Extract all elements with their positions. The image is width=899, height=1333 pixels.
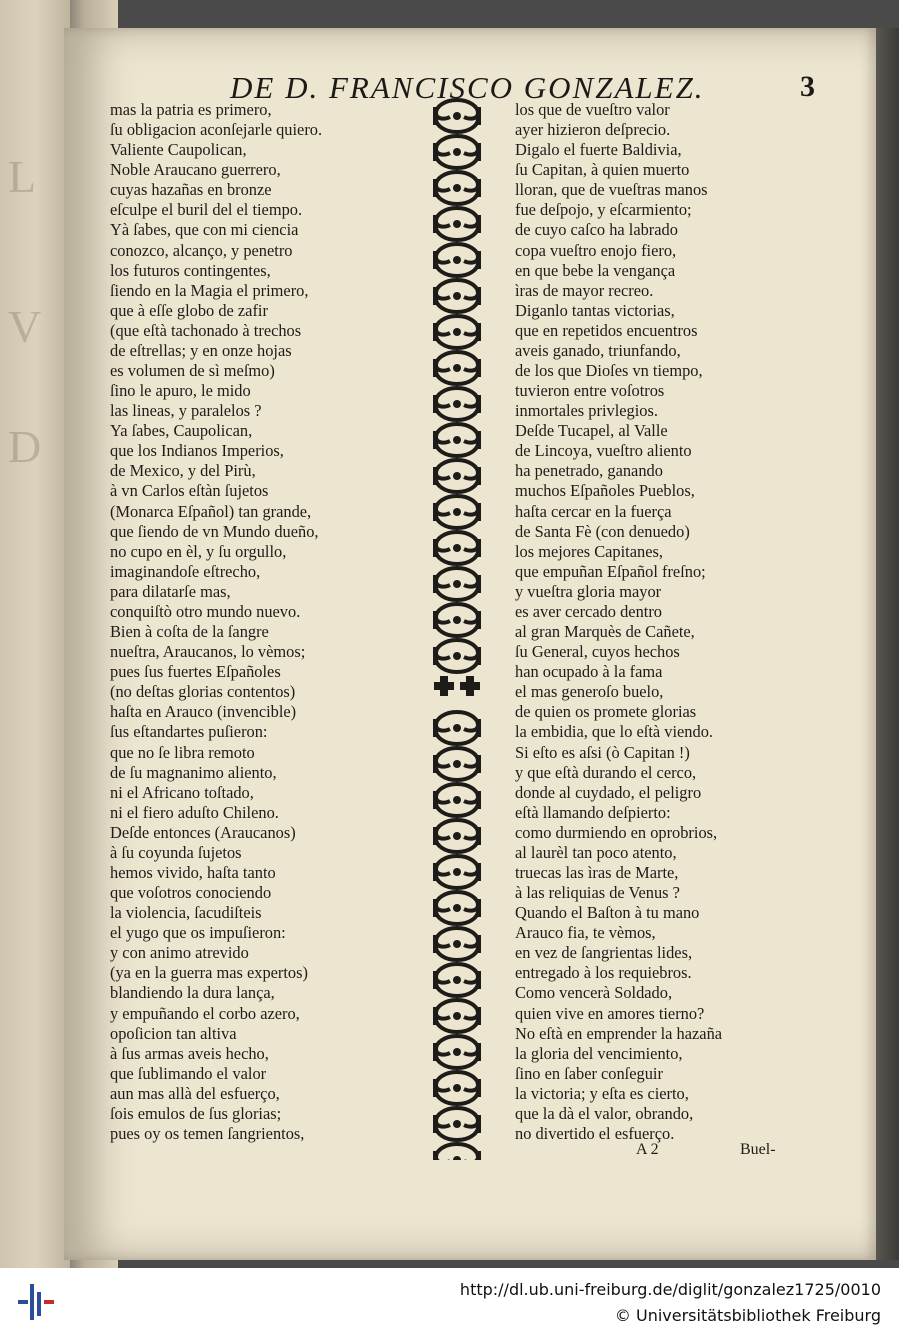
verse-line: eſtà llamando deſpierto:: [515, 802, 671, 822]
verse-line: à ſus armas aveis hecho,: [110, 1043, 269, 1063]
verse-line: truecas las ìras de Marte,: [515, 862, 679, 882]
verse-line: los futuros contingentes,: [110, 260, 271, 280]
verse-line: en vez de ſangrientas lides,: [515, 943, 693, 963]
verse-line: eſculpe el buril del el tiempo.: [110, 200, 303, 220]
verse-line: (no deſtas glorias contentos): [110, 682, 296, 702]
verse-line: conozco, alcanço, y penetro: [110, 240, 293, 260]
cross-ornament: [434, 676, 480, 696]
verse-line: y empuñando el corbo azero,: [110, 1003, 300, 1023]
verse-line: que à eſſe globo de zafir: [110, 300, 268, 320]
library-logo-icon: [14, 1278, 56, 1324]
library-footer: [0, 1268, 899, 1333]
verse-line: cuyas hazañas en bronze: [110, 180, 272, 200]
verse-line: que los Indianos Imperios,: [110, 441, 284, 461]
verse-line: de Mexico, y del Pirù,: [110, 461, 256, 481]
verse-line: la embidia, que lo eſtà viendo.: [515, 722, 713, 742]
verse-line: que en repetidos encuentros: [515, 320, 698, 340]
catchword: Buel-: [740, 1141, 776, 1158]
verse-line: no divertido el esfuerço.: [515, 1123, 675, 1143]
verse-line: ſino en ſaber conſeguir: [515, 1063, 663, 1083]
verse-line: de ſu magnanimo aliento,: [110, 762, 277, 782]
verse-line: el yugo que os impuſieron:: [110, 923, 286, 943]
verse-line: que empuñan Eſpañol freſno;: [515, 561, 706, 581]
verse-line: Deſde entonces (Araucanos): [110, 822, 296, 842]
page-right-edge: [876, 28, 899, 1260]
verse-line: aveis ganado, triunfando,: [515, 340, 681, 360]
verse-line: Como vencerà Soldado,: [515, 983, 673, 1003]
verse-line: ni el fiero aduſto Chileno.: [110, 802, 279, 822]
verse-line: donde al cuydado, el peligro: [515, 782, 702, 802]
ornamental-column-divider: [430, 98, 484, 1160]
source-url[interactable]: http://dl.ub.uni-freiburg.de/diglit/gonzalez1725/0010: [459, 1280, 881, 1299]
verse-line: Yà ſabes, que con mi ciencia: [110, 220, 299, 240]
verse-line: ſu obligacion aconſejarle quiero.: [110, 120, 323, 140]
verse-line: haſta cercar en la fuerça: [515, 501, 672, 521]
verse-line: (que eſtà tachonado à trechos: [110, 320, 302, 340]
verse-line: mas la patria es primero,: [110, 100, 272, 119]
verse-line: tuvieron entre voſotros: [515, 381, 665, 401]
verse-line: Bien à coſta de la ſangre: [110, 622, 269, 642]
verse-line: (Monarca Eſpañol) tan grande,: [110, 501, 312, 521]
verse-line: Valiente Caupolican,: [110, 140, 247, 160]
verse-line: han ocupado à la fama: [515, 662, 663, 682]
verse-line: inmortales privlegios.: [515, 401, 658, 421]
verse-line: ayer hizieron deſprecio.: [515, 120, 671, 140]
verse-line: Digalo el fuerte Baldivia,: [515, 140, 682, 160]
verse-line: de Santa Fè (con denuedo): [515, 521, 690, 541]
verse-line: y con animo atrevido: [110, 943, 249, 963]
verse-line: al laurèl tan poco atento,: [515, 842, 677, 862]
verse-line: ni el Africano toſtado,: [110, 782, 254, 802]
verse-line: Arauco fia, te vèmos,: [515, 923, 656, 943]
previous-page-edge: L V D: [0, 0, 70, 1268]
verse-line: Noble Araucano guerrero,: [110, 160, 281, 180]
verse-line: ſus eſtandartes puſieron:: [110, 722, 268, 742]
verse-line: no cupo en èl, y ſu orgullo,: [110, 541, 287, 561]
verse-line: opoſicion tan altiva: [110, 1023, 237, 1043]
verse-line: à vn Carlos eſtàn ſujetos: [110, 481, 269, 501]
verse-line: el mas generoſo buelo,: [515, 682, 664, 702]
copyright-notice: © Universitätsbibliothek Freiburg: [614, 1306, 881, 1325]
verse-line: de Lincoya, vueſtro aliento: [515, 441, 692, 461]
verse-line: Deſde Tucapel, al Valle: [515, 421, 668, 441]
verse-line: de eſtrellas; y en onze hojas: [110, 340, 292, 360]
verse-line: ſiendo en la Magia el primero,: [110, 280, 309, 300]
verse-line: que voſotros conociendo: [110, 883, 272, 903]
verse-line: muchos Eſpañoles Pueblos,: [515, 481, 695, 501]
page-number: 3: [800, 70, 815, 103]
verse-line: hemos vivido, haſta tanto: [110, 862, 276, 882]
verse-line: haſta en Arauco (invencible): [110, 702, 297, 722]
verse-line: pues ſus fuertes Eſpañoles: [110, 662, 281, 682]
verse-line: Quando el Baſton à tu mano: [515, 903, 700, 923]
verse-line: la victoria; y eſta es cierto,: [515, 1083, 689, 1103]
verse-line: Diganlo tantas victorias,: [515, 300, 675, 320]
left-verse-column: [110, 100, 322, 1144]
verse-line: que no ſe libra remoto: [110, 742, 255, 762]
verse-line: al gran Marquès de Cañete,: [515, 622, 695, 642]
verse-line: de los que Dioſes vn tiempo,: [515, 361, 703, 381]
verse-line: à las reliquias de Venus ?: [515, 883, 680, 903]
verse-line: aun mas allà del esfuerço,: [110, 1083, 280, 1103]
verse-line: los que de vueſtro valor: [515, 100, 670, 119]
verse-line: lloran, que de vueſtras manos: [515, 180, 708, 200]
verse-line: ſois emulos de ſus glorias;: [110, 1103, 282, 1123]
verse-line: la gloria del vencimiento,: [515, 1043, 683, 1063]
verse-line: que la dà el valor, obrando,: [515, 1103, 694, 1123]
verse-line: la violencia, ſacudiſteis: [110, 903, 262, 923]
verse-line: entregado à los requiebros.: [515, 963, 692, 983]
verse-line: Si eſto es aſsi (ò Capitan !): [515, 742, 690, 762]
verse-line: como durmiendo en oprobrios,: [515, 822, 718, 842]
verse-line: ſu Capitan, à quien muerto: [515, 160, 690, 180]
verse-line: en que bebe la vengança: [515, 260, 676, 280]
verse-line: No eſtà en emprender la hazaña: [515, 1023, 723, 1043]
verse-line: que ſublimando el valor: [110, 1063, 267, 1083]
verse-line: y vueſtra gloria mayor: [515, 581, 662, 601]
verse-line: ìras de mayor recreo.: [515, 280, 654, 300]
verse-line: de quien os promete glorias: [515, 702, 697, 722]
verse-line: pues oy os temen ſangrientos,: [110, 1123, 305, 1143]
verse-line: nueſtra, Araucanos, lo vèmos;: [110, 642, 306, 662]
verse-line: à ſu coyunda ſujetos: [110, 842, 242, 862]
verse-line: para dilatarſe mas,: [110, 581, 231, 601]
verse-line: los mejores Capitanes,: [515, 541, 663, 561]
verse-line: de cuyo caſco ha labrado: [515, 220, 678, 240]
verse-line: blandiendo la dura lança,: [110, 983, 275, 1003]
verse-line: (ya en la guerra mas expertos): [110, 963, 308, 983]
verse-line: las lineas, y paralelos ?: [110, 401, 262, 421]
verse-line: imaginandoſe eſtrecho,: [110, 561, 261, 581]
verse-line: ſino le apuro, le mido: [110, 381, 251, 401]
verse-line: quien vive en amores tierno?: [515, 1003, 705, 1023]
right-verse-column: [515, 100, 722, 1144]
verse-line: ha penetrado, ganando: [515, 461, 663, 481]
verse-line: y que eſtà durando el cerco,: [515, 762, 697, 782]
verse-line: conquiſtò otro mundo nuevo.: [110, 601, 301, 621]
signature-mark: A 2: [636, 1141, 659, 1158]
verse-line: es volumen de sì meſmo): [110, 361, 275, 381]
verse-line: Ya ſabes, Caupolican,: [110, 421, 253, 441]
verse-line: copa vueſtro enojo fiero,: [515, 240, 677, 260]
verse-line: es aver cercado dentro: [515, 601, 662, 621]
running-head: DE D. FRANCISCO GONZALEZ.: [230, 70, 705, 105]
verse-line: que ſiendo de vn Mundo dueño,: [110, 521, 319, 541]
verse-line: ſu General, cuyos hechos: [515, 642, 680, 662]
verse-line: fue deſpojo, y eſcarmiento;: [515, 200, 692, 220]
